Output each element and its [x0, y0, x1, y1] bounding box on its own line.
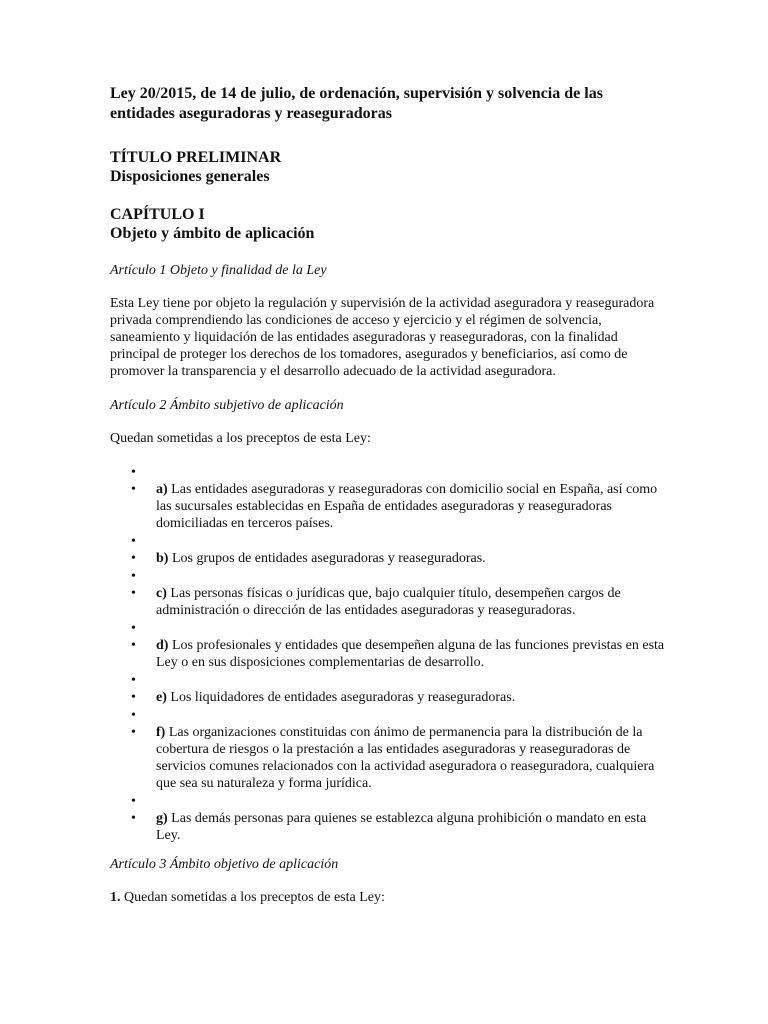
paragraph-number: 1. [110, 890, 121, 905]
articulo-1-text: Esta Ley tiene por objeto la regulación y supervisión de la actividad aseguradora y reaseguradora privada comprendiendo las condiciones de acceso y ejercicio y el régimen de solvencia, saneamiento y liquidación de las entidades aseguradoras y reaseguradoras, con la finalidad principal de proteger los derechos de los tomadores, asegurados y beneficiarios, así como de promover la transparencia y el desarrollo adecuado de la actividad aseguradora. [110, 296, 655, 379]
document-title: Ley 20/2015, de 14 de julio, de ordenación, supervisión y solvencia de las entidades aseguradoras y reaseguradoras [110, 85, 603, 122]
capitulo-label: CAPÍTULO I [110, 206, 205, 223]
list-item-letter: b) [156, 551, 169, 566]
list-item-c [156, 585, 670, 619]
articulo-2-heading: Artículo 2 Ámbito subjetivo de aplicación [110, 398, 344, 413]
list-item-d [156, 637, 670, 671]
list-item-text: Los grupos de entidades aseguradoras y reaseguradoras. [171, 551, 486, 566]
list-item-empty [156, 672, 670, 689]
document-page [110, 84, 670, 923]
list-item-f [156, 724, 670, 792]
list-item-text: Las demás personas para quienes se establezca alguna prohibición o mandato en esta Ley. [156, 811, 647, 843]
list-item-letter: f) [156, 725, 166, 740]
list-item-empty [156, 793, 670, 810]
articulo-1-heading: Artículo 1 Objeto y finalidad de la Ley [110, 263, 327, 278]
capitulo-subtitle: Objeto y ámbito de aplicación [110, 225, 315, 242]
list-item-empty [156, 464, 670, 481]
list-item-empty [156, 707, 670, 724]
list-item-letter: c) [156, 586, 167, 601]
articulo-3-text: Quedan sometidas a los preceptos de esta Ley: [124, 890, 385, 905]
list-item-empty [156, 533, 670, 550]
articulo-3-paragraph [110, 889, 670, 906]
list-item-e [156, 689, 670, 706]
list-item-letter: d) [156, 638, 169, 653]
articulo-2-list [110, 464, 670, 844]
list-item-text: Las personas físicas o jurídicas que, bajo cualquier título, desempeñen cargos de administración o dirección de las entidades aseguradoras y reaseguradoras. [156, 586, 621, 618]
articulo-2-intro: Quedan sometidas a los preceptos de esta Ley: [110, 431, 371, 446]
list-item-text: Los liquidadores de entidades aseguradoras y reaseguradoras. [170, 690, 516, 705]
titulo-preliminar-block [110, 148, 670, 186]
articulo-3-heading: Artículo 3 Ámbito objetivo de aplicación [110, 857, 339, 872]
list-item-text: Los profesionales y entidades que desempeñen alguna de las funciones previstas en esta Ley o en sus disposiciones complementarias de desarrollo. [156, 638, 665, 670]
list-item-text: Las entidades aseguradoras y reaseguradoras con domicilio social en España, así como las sucursales establecidas en España de entidades aseguradoras y reaseguradoras domiciliadas en terceros países. [156, 482, 658, 531]
list-item-text: Las organizaciones constituidas con ánimo de permanencia para la distribución de la cobertura de riesgos o la prestación a las entidades aseguradoras y reaseguradoras de servicios comunes relacionados con la actividad aseguradora o reaseguradora, cualquiera que sea su naturaleza y forma jurídica. [156, 725, 655, 791]
titulo-preliminar-subtitle: Disposiciones generales [110, 168, 270, 185]
list-item-g [156, 810, 670, 844]
list-item-letter: e) [156, 690, 167, 705]
list-item-empty [156, 620, 670, 637]
list-item-letter: a) [156, 482, 168, 497]
list-item-letter: g) [156, 811, 168, 826]
capitulo-block [110, 205, 670, 243]
titulo-preliminar-label: TÍTULO PRELIMINAR [110, 149, 282, 166]
list-item-b [156, 550, 670, 567]
list-item-a [156, 481, 670, 532]
list-item-empty [156, 568, 670, 585]
